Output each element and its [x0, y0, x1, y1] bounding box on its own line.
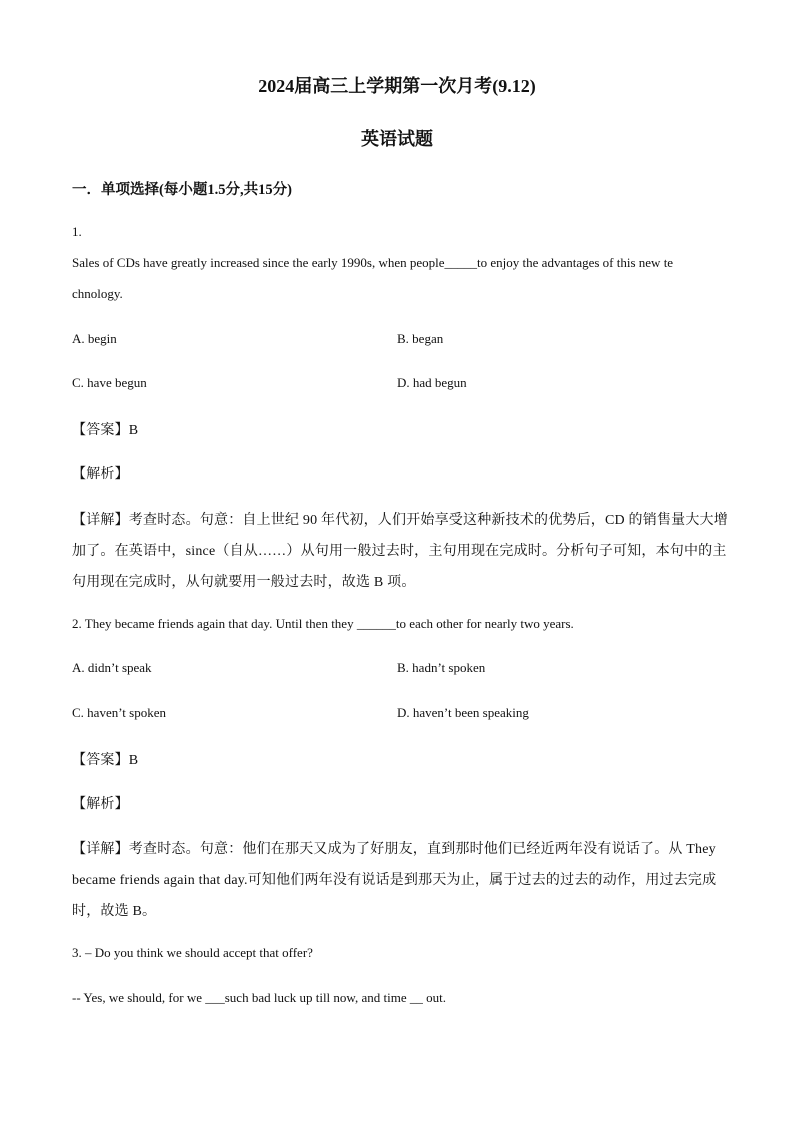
q1-stem-line2: chnology.	[72, 286, 123, 301]
q2-answer: 【答案】B	[72, 753, 139, 768]
q1-stem-line1: Sales of CDs have greatly increased since the early 1990s, when people_____to enjoy the advantages of this new te	[72, 255, 674, 270]
q1-number: 1.	[72, 224, 82, 239]
section-heading: 一．单项选择(每小题1.5分,共15分)	[72, 182, 292, 198]
q2-detail-line3: 时，故选 B。	[72, 904, 157, 919]
q2-option-a: A. didn’t speak	[72, 660, 152, 675]
q1-option-d: D. had begun	[397, 375, 467, 390]
q2-option-b: B. hadn’t spoken	[397, 660, 486, 675]
q2-option-c: C. haven’t spoken	[72, 705, 166, 720]
q2-option-d: D. haven’t been speaking	[397, 705, 529, 720]
q1-answer: 【答案】B	[72, 423, 139, 438]
q2-detail-line2: became friends again that day.可知他们两年没有说话是到那天为止，属于过去的过去的动作，用过去完成	[72, 873, 717, 888]
q1-detail-line1: 【详解】考查时态。句意：自上世纪 90 年代初，人们开始享受这种新技术的优势后，CD 的销售量大大增	[72, 513, 728, 528]
q2-analysis-label: 【解析】	[72, 797, 129, 812]
q1-option-b: B. began	[397, 331, 444, 346]
page-subtitle: 英语试题	[361, 129, 433, 149]
q2-detail-line1: 【详解】考查时态。句意：他们在那天又成为了好朋友，直到那时他们已经近两年没有说话了。从 They	[72, 842, 716, 857]
page-title: 2024届高三上学期第一次月考(9.12)	[258, 76, 536, 96]
q3-stem: 3. – Do you think we should accept that offer?	[72, 945, 313, 960]
q1-detail-line3: 句用现在完成时，从句就要用一般过去时，故选 B 项。	[72, 575, 416, 590]
q1-option-a: A. begin	[72, 331, 117, 346]
q1-option-c: C. have begun	[72, 375, 147, 390]
q1-analysis-label: 【解析】	[72, 467, 129, 482]
q2-stem: 2. They became friends again that day. Until then they ______to each other for nearly two years.	[72, 616, 574, 631]
q3-line2: -- Yes, we should, for we ___such bad luck up till now, and time __ out.	[72, 990, 446, 1005]
q1-detail-line2: 加了。在英语中，since（自从……）从句用一般过去时，主句用现在完成时。分析句子可知，本句中的主	[72, 544, 727, 559]
